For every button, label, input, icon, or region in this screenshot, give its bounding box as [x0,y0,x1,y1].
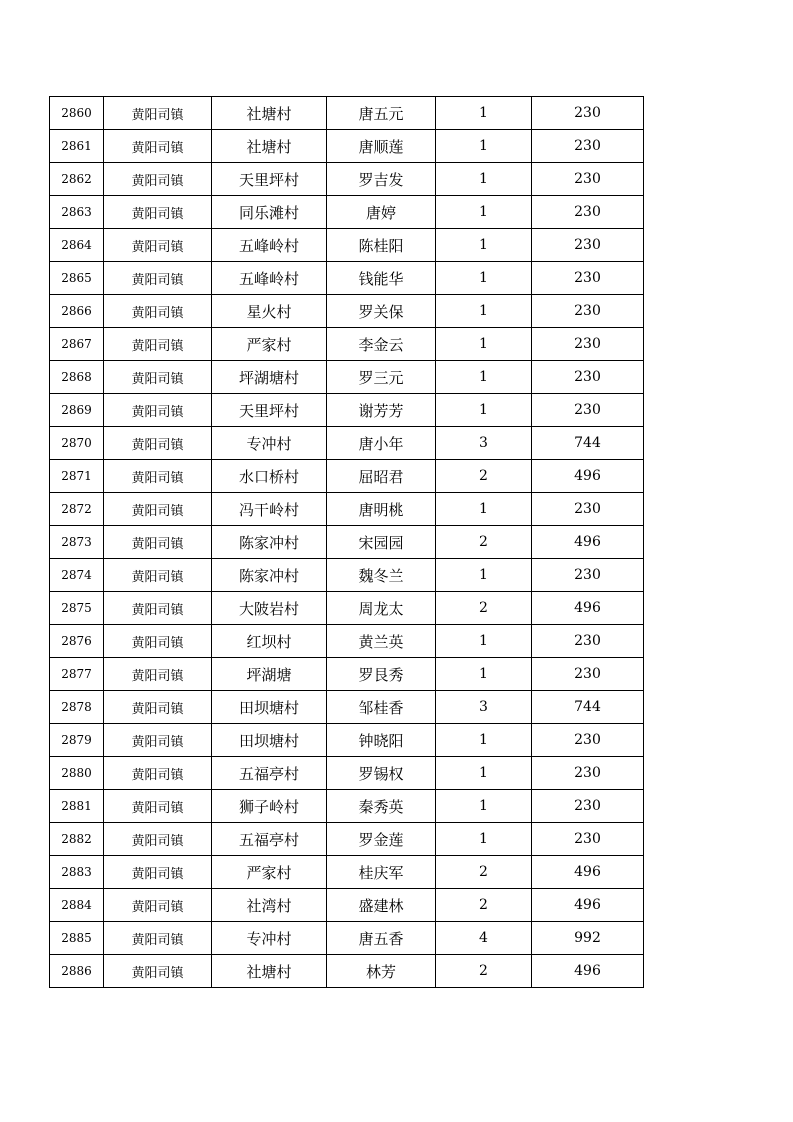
household-count-cell: 2 [436,889,532,922]
person-name-cell: 谢芳芳 [327,394,436,427]
table-row [50,559,644,592]
village-cell: 社塘村 [212,97,327,130]
village-cell: 陈家冲村 [212,526,327,559]
village-cell: 严家村 [212,328,327,361]
serial-number-cell: 2879 [50,724,104,757]
person-name-cell: 宋园园 [327,526,436,559]
person-name-cell: 唐五元 [327,97,436,130]
table-row [50,955,644,988]
table-row [50,889,644,922]
amount-cell: 230 [532,394,644,427]
village-cell: 五峰岭村 [212,229,327,262]
roster-table-body [50,97,644,988]
village-cell: 严家村 [212,856,327,889]
table-row [50,394,644,427]
town-cell: 黄阳司镇 [104,559,212,592]
amount-cell: 230 [532,130,644,163]
town-cell: 黄阳司镇 [104,856,212,889]
serial-number-cell: 2882 [50,823,104,856]
village-cell: 狮子岭村 [212,790,327,823]
town-cell: 黄阳司镇 [104,394,212,427]
serial-number-cell: 2874 [50,559,104,592]
town-cell: 黄阳司镇 [104,823,212,856]
serial-number-cell: 2862 [50,163,104,196]
amount-cell: 496 [532,856,644,889]
person-name-cell: 桂庆军 [327,856,436,889]
town-cell: 黄阳司镇 [104,130,212,163]
amount-cell: 496 [532,592,644,625]
amount-cell: 744 [532,691,644,724]
serial-number-cell: 2865 [50,262,104,295]
table-row [50,922,644,955]
amount-cell: 230 [532,295,644,328]
town-cell: 黄阳司镇 [104,592,212,625]
village-cell: 大陂岩村 [212,592,327,625]
household-count-cell: 1 [436,493,532,526]
person-name-cell: 邹桂香 [327,691,436,724]
village-cell: 专冲村 [212,427,327,460]
person-name-cell: 秦秀英 [327,790,436,823]
serial-number-cell: 2863 [50,196,104,229]
person-name-cell: 唐小年 [327,427,436,460]
village-cell: 天里坪村 [212,394,327,427]
table-row [50,163,644,196]
village-cell: 坪湖塘村 [212,361,327,394]
household-count-cell: 1 [436,295,532,328]
table-row [50,592,644,625]
household-count-cell: 1 [436,559,532,592]
household-count-cell: 2 [436,856,532,889]
serial-number-cell: 2877 [50,658,104,691]
person-name-cell: 唐五香 [327,922,436,955]
table-row [50,229,644,262]
serial-number-cell: 2880 [50,757,104,790]
amount-cell: 230 [532,361,644,394]
person-name-cell: 罗艮秀 [327,658,436,691]
serial-number-cell: 2871 [50,460,104,493]
household-count-cell: 1 [436,130,532,163]
amount-cell: 230 [532,229,644,262]
household-count-cell: 2 [436,526,532,559]
amount-cell: 496 [532,460,644,493]
person-name-cell: 罗金莲 [327,823,436,856]
village-cell: 五峰岭村 [212,262,327,295]
table-row [50,823,644,856]
town-cell: 黄阳司镇 [104,790,212,823]
village-cell: 五福亭村 [212,823,327,856]
table-row [50,493,644,526]
person-name-cell: 罗关保 [327,295,436,328]
serial-number-cell: 2885 [50,922,104,955]
village-cell: 水口桥村 [212,460,327,493]
table-row [50,691,644,724]
amount-cell: 230 [532,724,644,757]
amount-cell: 230 [532,262,644,295]
household-count-cell: 1 [436,97,532,130]
town-cell: 黄阳司镇 [104,229,212,262]
village-cell: 田坝塘村 [212,724,327,757]
household-count-cell: 1 [436,163,532,196]
village-cell: 坪湖塘 [212,658,327,691]
table-row [50,757,644,790]
person-name-cell: 陈桂阳 [327,229,436,262]
serial-number-cell: 2868 [50,361,104,394]
amount-cell: 496 [532,955,644,988]
amount-cell: 496 [532,526,644,559]
village-cell: 星火村 [212,295,327,328]
amount-cell: 230 [532,559,644,592]
household-count-cell: 1 [436,229,532,262]
town-cell: 黄阳司镇 [104,691,212,724]
person-name-cell: 周龙太 [327,592,436,625]
person-name-cell: 唐顺莲 [327,130,436,163]
village-cell: 社塘村 [212,955,327,988]
table-row [50,262,644,295]
serial-number-cell: 2884 [50,889,104,922]
table-row [50,328,644,361]
town-cell: 黄阳司镇 [104,955,212,988]
person-name-cell: 钟晓阳 [327,724,436,757]
serial-number-cell: 2876 [50,625,104,658]
town-cell: 黄阳司镇 [104,922,212,955]
village-cell: 社湾村 [212,889,327,922]
serial-number-cell: 2861 [50,130,104,163]
amount-cell: 230 [532,196,644,229]
household-count-cell: 1 [436,724,532,757]
household-count-cell: 1 [436,262,532,295]
serial-number-cell: 2864 [50,229,104,262]
amount-cell: 496 [532,889,644,922]
village-cell: 冯干岭村 [212,493,327,526]
person-name-cell: 林芳 [327,955,436,988]
person-name-cell: 唐婷 [327,196,436,229]
town-cell: 黄阳司镇 [104,724,212,757]
table-row [50,460,644,493]
serial-number-cell: 2883 [50,856,104,889]
household-count-cell: 2 [436,460,532,493]
serial-number-cell: 2867 [50,328,104,361]
household-count-cell: 1 [436,790,532,823]
table-row [50,625,644,658]
village-cell: 天里坪村 [212,163,327,196]
household-count-cell: 1 [436,823,532,856]
household-count-cell: 4 [436,922,532,955]
person-name-cell: 罗吉发 [327,163,436,196]
household-count-cell: 3 [436,691,532,724]
household-count-cell: 1 [436,757,532,790]
village-cell: 田坝塘村 [212,691,327,724]
town-cell: 黄阳司镇 [104,889,212,922]
person-name-cell: 唐明桃 [327,493,436,526]
village-cell: 同乐滩村 [212,196,327,229]
table-row [50,856,644,889]
town-cell: 黄阳司镇 [104,97,212,130]
town-cell: 黄阳司镇 [104,526,212,559]
table-row [50,295,644,328]
household-count-cell: 1 [436,328,532,361]
town-cell: 黄阳司镇 [104,262,212,295]
town-cell: 黄阳司镇 [104,625,212,658]
serial-number-cell: 2886 [50,955,104,988]
household-count-cell: 1 [436,361,532,394]
serial-number-cell: 2869 [50,394,104,427]
household-count-cell: 1 [436,196,532,229]
serial-number-cell: 2873 [50,526,104,559]
town-cell: 黄阳司镇 [104,163,212,196]
amount-cell: 230 [532,493,644,526]
household-count-cell: 2 [436,955,532,988]
amount-cell: 744 [532,427,644,460]
village-cell: 社塘村 [212,130,327,163]
amount-cell: 992 [532,922,644,955]
town-cell: 黄阳司镇 [104,493,212,526]
amount-cell: 230 [532,790,644,823]
person-name-cell: 罗三元 [327,361,436,394]
town-cell: 黄阳司镇 [104,658,212,691]
household-count-cell: 1 [436,658,532,691]
roster-table [49,96,644,988]
town-cell: 黄阳司镇 [104,196,212,229]
serial-number-cell: 2875 [50,592,104,625]
table-row [50,97,644,130]
person-name-cell: 李金云 [327,328,436,361]
serial-number-cell: 2866 [50,295,104,328]
amount-cell: 230 [532,97,644,130]
town-cell: 黄阳司镇 [104,328,212,361]
person-name-cell: 魏冬兰 [327,559,436,592]
table-row [50,361,644,394]
amount-cell: 230 [532,163,644,196]
serial-number-cell: 2878 [50,691,104,724]
town-cell: 黄阳司镇 [104,757,212,790]
amount-cell: 230 [532,328,644,361]
town-cell: 黄阳司镇 [104,427,212,460]
table-row [50,130,644,163]
person-name-cell: 黄兰英 [327,625,436,658]
village-cell: 专冲村 [212,922,327,955]
person-name-cell: 盛建林 [327,889,436,922]
person-name-cell: 屈昭君 [327,460,436,493]
table-row [50,658,644,691]
amount-cell: 230 [532,757,644,790]
table-row [50,790,644,823]
table-row [50,526,644,559]
household-count-cell: 1 [436,625,532,658]
amount-cell: 230 [532,658,644,691]
table-row [50,196,644,229]
town-cell: 黄阳司镇 [104,295,212,328]
table-row [50,724,644,757]
village-cell: 红坝村 [212,625,327,658]
person-name-cell: 钱能华 [327,262,436,295]
serial-number-cell: 2872 [50,493,104,526]
serial-number-cell: 2860 [50,97,104,130]
village-cell: 陈家冲村 [212,559,327,592]
serial-number-cell: 2881 [50,790,104,823]
table-row [50,427,644,460]
household-count-cell: 1 [436,394,532,427]
amount-cell: 230 [532,625,644,658]
village-cell: 五福亭村 [212,757,327,790]
serial-number-cell: 2870 [50,427,104,460]
household-count-cell: 3 [436,427,532,460]
town-cell: 黄阳司镇 [104,361,212,394]
amount-cell: 230 [532,823,644,856]
household-count-cell: 2 [436,592,532,625]
town-cell: 黄阳司镇 [104,460,212,493]
person-name-cell: 罗锡权 [327,757,436,790]
